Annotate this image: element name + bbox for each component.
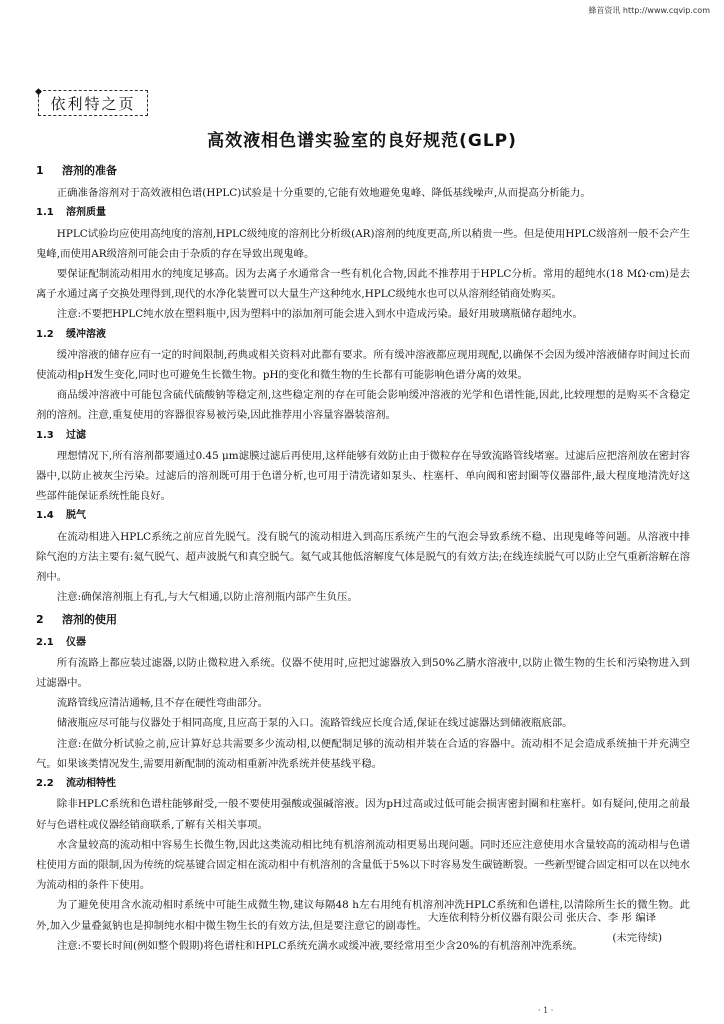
- paragraph: 为了避免使用含水流动相时系统中可能生成微生物,建议每隔48 h左右用纯有机溶剂冲洗HPLC系统和色谱柱,以清除所生长的微生物。此外,加入少量叠氮钠也是抑制纯水相中微生物生长的有效方法,但是要注意它的剧毒性。: [36, 899, 690, 932]
- author-credit: [427, 908, 662, 948]
- paragraph: 所有流路上都应装过滤器,以防止微粒进入系统。仪器不使用时,应把过滤器放入到50%乙腈水溶液中,以防止微生物的生长和污染物进入到过滤器中。: [36, 656, 690, 690]
- subsection-heading: 1.2 缓冲溶液: [36, 328, 106, 340]
- source-watermark: 蜂首资讯 http://www.cqvip.com: [588, 6, 710, 15]
- paragraph: 除非HPLC系统和色谱柱能够耐受,一般不要使用强酸或强碱溶液。因为pH过高或过低可能会损害密封圈和柱塞杆。如有疑问,使用之前最好与色谱柱或仪器经销商联系,了解有关相关事项。: [36, 798, 690, 831]
- paragraph: 正确准备溶剂对于高效液相色谱(HPLC)试验是十分重要的,它能有效地避免鬼峰、降低基线噪声,从而提高分析能力。: [56, 187, 591, 200]
- subsection-heading: 2.2 流动相特性: [36, 778, 116, 790]
- to-be-continued: (未完待续): [612, 932, 662, 944]
- subsection-heading: 2.1 仪器: [36, 636, 86, 648]
- paragraph: 注意:在做分析试验之前,应计算好总共需要多少流动相,以便配制足够的流动相并装在合适的容器中。流动相不足会造成系统抽干并充满空气。如果该类情况发生,需要用新配制的流动相重新冲洗系统并使基线平稳。: [36, 737, 690, 770]
- paragraph: 缓冲溶液的储存应有一定的时间限制,药典或相关资料对此都有要求。所有缓冲溶液都应现用现配,以确保不会因为缓冲溶液储存时间过长而使流动相pH发生变化,同时也可避免生长微生物。pH的变化和微生物的生长都有可能影响色谱分离的效果。: [36, 348, 690, 382]
- column-tag-label: 依利特之页: [50, 94, 136, 113]
- subsection-heading: 1.4 脱气: [36, 510, 86, 522]
- section-heading: 1 溶剂的准备: [36, 164, 117, 177]
- paragraph: HPLC试验均应使用高纯度的溶剂,HPLC级纯度的溶剂比分析级(AR)溶剂的纯度更高,所以稍贵一些。但是使用HPLC级溶剂一般不会产生鬼峰,而使用AR级溶剂可能会由于杂质的存在导致出现鬼峰。: [36, 227, 690, 260]
- page-number: · 1 ·: [538, 1006, 554, 1015]
- author-line: 大连依利特分析仪器有限公司 张庆合、李 彤 编译: [427, 912, 656, 924]
- paragraph: 注意:不要长时间(例如整个假期)将色谱柱和HPLC系统充满水或缓冲液,要经常用至少含20%的有机溶剂冲洗系统。: [56, 939, 583, 952]
- paragraph: 注意:确保溶剂瓶上有孔,与大气相通,以防止溶剂瓶内部产生负压。: [56, 591, 358, 604]
- paragraph: 储液瓶应尽可能与仪器处于相同高度,且应高于泵的入口。流路管线应长度合适,保证在线过滤器达到储液瓶底部。: [56, 717, 573, 730]
- column-tag: [35, 87, 148, 116]
- paragraph: 流路管线应清洁通畅,且不存在硬性弯曲部分。: [56, 697, 268, 710]
- paragraph: 水含量较高的流动相中容易生长微生物,因此这类流动相比纯有机溶剂流动相更易出现问题。同时还应注意使用水含量较高的流动相与色谱柱使用方面的限制,因为传统的烷基键合固定相在流动相中有机溶剂的含量低于5%以下时容易发生碳链断裂。一些新型键合固定相可以在以纯水为流动相的条件下使用。: [36, 838, 690, 892]
- subsection-heading: 1.1 溶剂质量: [36, 207, 106, 219]
- paragraph: 注意:不要把HPLC纯水放在塑料瓶中,因为塑料中的添加剂可能会进入到水中造成污染。最好用玻璃瓶储存超纯水。: [56, 308, 583, 321]
- article-body: [36, 158, 690, 956]
- paragraph: 商品缓冲溶液中可能包含硫代硫酸钠等稳定剂,这些稳定剂的存在可能会影响缓冲溶液的光学和色谱性能,因此,比较理想的是购买不含稳定剂的溶剂。注意,重复使用的容器很容易被污染,因此推荐用小容量容器装溶剂。: [36, 389, 690, 422]
- section-heading: 2 溶剂的使用: [36, 613, 117, 627]
- article-title: 高效液相色谱实验室的良好规范(GLP): [207, 131, 517, 151]
- corner-ornament-icon: ◆: [35, 87, 44, 97]
- paragraph: 在流动相进入HPLC系统之前应首先脱气。没有脱气的流动相进入到高压系统产生的气泡会导致系统不稳、出现鬼峰等问题。从溶液中排除气泡的方法主要有:氦气脱气、超声波脱气和真空脱气。氦气或其他低溶解度气体是脱气的有效方法;在线连续脱气可以防止空气重新溶解在溶剂中。: [36, 530, 690, 584]
- subsection-heading: 1.3 过滤: [36, 429, 86, 441]
- paragraph: 理想情况下,所有溶剂都要通过0.45 μm滤膜过滤后再使用,这样能够有效防止由于微粒存在导致流路管线堵塞。过滤后应把溶剂放在密封容器中,以防止被灰尘污染。过滤后的溶剂既可用于色谱分析,也可用于清洗诸如泵头、柱塞杆、单向阀和密封圈等仪器部件,最大程度地清洗好这些部件能保证系统性能良好。: [36, 449, 690, 503]
- paragraph: 要保证配制流动相用水的纯度足够高。因为去离子水通常含一些有机化合物,因此不推荐用于HPLC分析。常用的超纯水(18 MΩ·cm)是去离子水通过离子交换处理得到,现代的水净化装置可以大量生产这种纯水,HPLC级纯水也可以从溶剂经销商处购买。: [36, 268, 690, 301]
